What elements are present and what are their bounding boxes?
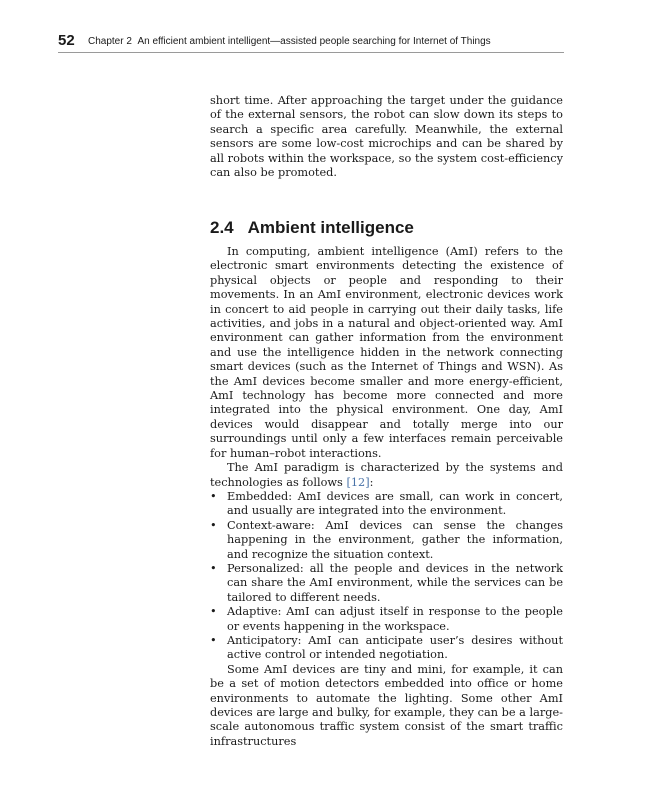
chapter-title-text: An efficient ambient intelligent—assisted people searching for Internet of Things	[137, 36, 491, 47]
list-item	[210, 519, 563, 562]
paragraph-ami-devices: Some AmI devices are tiny and mini, for example, it can be a set of motion detectors embedded into office or home environments to automate the lighting. Some other AmI devices are large and bulky, for example, they can be a large-scale autonomous traffic system consist of the smart traffic infrastructures	[210, 662, 563, 748]
page-number: 52	[58, 32, 75, 49]
paradigm-lead-text: The AmI paradigm is characterized by the systems and technologies as follows	[210, 461, 563, 489]
list-item-text: Adaptive: AmI can adjust itself in response to the people or events happening in the workspace.	[227, 605, 563, 633]
paragraph-ami-definition: In computing, ambient intelligence (AmI) refers to the electronic smart environments detecting the existence of physical objects or people and responding to their movements. In an AmI environment, electronic devices work in concert to aid people in carrying out their daily tasks, life activities, and jobs in a natural and object-oriented way. AmI environment can gather information from the environment and use the intelligence hidden in the network connecting smart devices (such as the Internet of Things and WSN). As the AmI devices become smaller and more energy-efficient, AmI technology has become more connected and more integrated into the physical environment. One day, AmI devices would disappear and totally merge into our surroundings until only a few interfaces remain perceivable for human–robot interactions.	[210, 245, 563, 460]
paradigm-colon: :	[369, 475, 374, 489]
list-item-text: Anticipatory: AmI can anticipate user’s desires without active control or intended negotiation.	[227, 633, 563, 662]
intro-paragraph-block	[210, 94, 563, 180]
running-header	[58, 34, 564, 53]
list-item-text: Embedded: AmI devices are small, can work in concert, and usually are integrated into the environment.	[227, 489, 563, 518]
list-item	[210, 605, 563, 634]
section-number: 2.4	[210, 218, 234, 237]
list-item-text: Context-aware: AmI devices can sense the changes happening in the environment, gather the information, and recognize the situation context.	[227, 518, 563, 561]
list-item	[210, 562, 563, 605]
bullet-icon: •	[210, 633, 217, 647]
citation-link[interactable]: [12]	[346, 475, 370, 489]
list-item	[210, 490, 563, 519]
bullet-icon: •	[210, 561, 217, 575]
bullet-icon: •	[210, 605, 217, 619]
list-item-text: Personalized: all the people and devices in the network can share the AmI environment, while the services can be tailored to different needs.	[227, 561, 563, 604]
list-item	[210, 634, 563, 663]
intro-paragraph: short time. After approaching the target under the guidance of the external sensors, the robot can slow down its steps to search a specific area carefully. Meanwhile, the external sensors are some low-cost microchips and can be shared by all robots within the workspace, so the system cost-efficiency can also be promoted.	[210, 94, 563, 180]
chapter-number: Chapter 2	[88, 36, 132, 47]
section-heading	[210, 218, 414, 238]
section-title: Ambient intelligence	[247, 218, 414, 237]
paragraph-ami-paradigm	[210, 461, 563, 490]
bullet-icon: •	[210, 489, 217, 503]
chapter-title	[88, 36, 491, 47]
bullet-icon: •	[210, 518, 217, 532]
section-body	[210, 245, 563, 749]
ami-features-list	[210, 490, 563, 663]
